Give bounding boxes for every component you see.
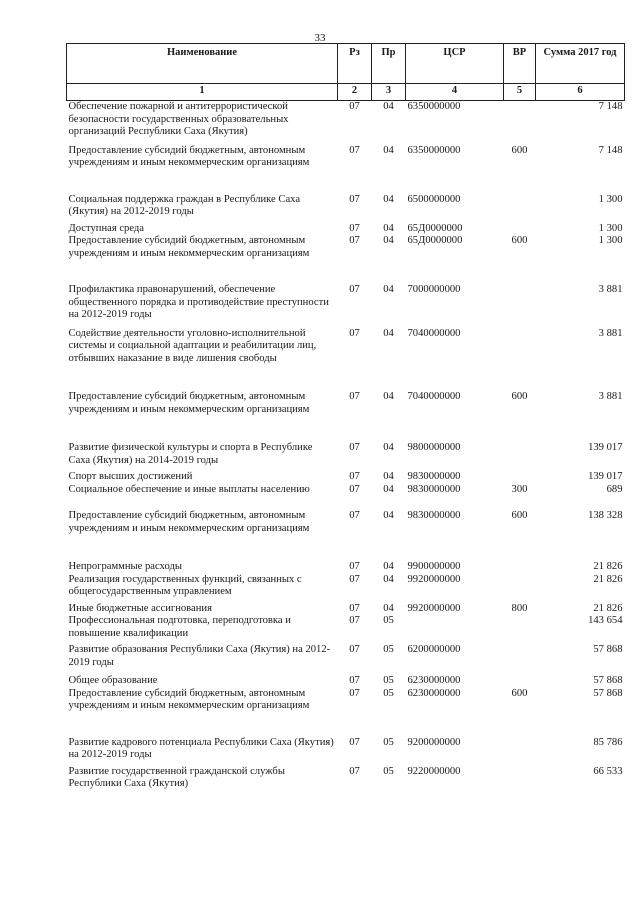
header-rz: Рз <box>338 44 372 84</box>
table-row <box>67 219 625 236</box>
row-name: Предоставление субсидий бюджетным, автономным учреждениям и иным некоммерческим организациям <box>68 391 310 415</box>
row-name: Иные бюджетные ассигнования <box>68 602 212 614</box>
row-sum: 689 <box>606 483 623 495</box>
row-pr: 04 <box>383 442 394 453</box>
row-vr <box>504 101 536 139</box>
row-csr: 9920000000 <box>407 602 461 614</box>
table-row <box>67 535 625 574</box>
row-sum: 7 148 <box>598 101 623 112</box>
row-pr: 04 <box>383 193 394 205</box>
row-name: Социальная поддержка граждан в Республике Саха (Якутия) на 2012-2019 годы <box>68 193 301 217</box>
row-csr: 6200000000 <box>407 644 461 655</box>
row-sum: 21 826 <box>593 561 623 572</box>
table-header-row <box>67 44 625 84</box>
row-rz: 07 <box>349 573 360 585</box>
row-pr: 05 <box>383 644 394 655</box>
row-pr: 04 <box>383 391 394 402</box>
row-name: Развитие государственной гражданской службы Республики Саха (Якутия) <box>68 765 285 789</box>
row-vr: 800 <box>511 602 528 614</box>
row-rz: 07 <box>349 675 360 686</box>
row-vr: 600 <box>511 391 528 402</box>
table-row <box>67 467 625 484</box>
row-csr: 6350000000 <box>407 144 461 156</box>
row-vr: 300 <box>511 483 528 495</box>
row-name: Предоставление субсидий бюджетным, автономным учреждениям и иным некоммерческим организациям <box>68 144 310 168</box>
row-vr <box>504 219 536 236</box>
row-rz: 07 <box>349 222 360 234</box>
row-sum: 57 868 <box>593 687 623 699</box>
row-sum: 57 868 <box>593 675 623 686</box>
row-csr: 7000000000 <box>407 284 461 295</box>
table-row <box>67 762 625 791</box>
row-rz: 07 <box>349 615 360 626</box>
row-rz: 07 <box>349 644 360 655</box>
row-name: Непрограммные расходы <box>68 561 182 572</box>
row-sum: 1 300 <box>598 193 623 205</box>
row-rz: 07 <box>349 235 360 246</box>
row-rz: 07 <box>349 193 360 205</box>
row-sum: 1 300 <box>598 235 623 246</box>
table-row <box>67 669 625 688</box>
header-pr: Пр <box>372 44 406 84</box>
row-csr: 9800000000 <box>407 442 461 453</box>
table-row <box>67 640 625 669</box>
table-row <box>67 322 625 366</box>
row-name: Доступная среда <box>68 222 144 234</box>
row-name: Развитие образования Республики Саха (Якутия) на 2012-2019 годы <box>68 644 331 668</box>
column-number: 3 <box>372 84 406 101</box>
row-vr <box>504 260 536 322</box>
row-rz: 07 <box>349 765 360 777</box>
row-csr: 6230000000 <box>407 675 461 686</box>
row-pr: 04 <box>383 483 394 495</box>
column-number: 6 <box>536 84 625 101</box>
row-csr: 9220000000 <box>407 765 461 777</box>
table-row <box>67 365 625 416</box>
row-name: Спорт высших достижений <box>68 471 193 482</box>
row-vr <box>504 669 536 688</box>
row-rz: 07 <box>349 144 360 156</box>
row-rz: 07 <box>349 602 360 614</box>
row-rz: 07 <box>349 284 360 295</box>
row-name: Профилактика правонарушений, обеспечение общественного порядка и противодействие преступности на 2012-2019 годы <box>68 284 329 320</box>
row-name: Развитие физической культуры и спорта в Республике Саха (Якутия) на 2014-2019 годы <box>68 442 313 466</box>
row-csr: 9920000000 <box>407 573 461 585</box>
row-pr: 05 <box>383 675 394 686</box>
row-sum: 139 017 <box>588 471 623 482</box>
budget-table <box>66 43 625 791</box>
column-number: 2 <box>338 84 372 101</box>
row-name: Реализация государственных функций, связанных с общегосударственным управлением <box>68 573 302 597</box>
row-pr: 04 <box>383 235 394 246</box>
row-sum: 85 786 <box>593 736 623 748</box>
row-vr <box>504 467 536 484</box>
row-sum: 143 654 <box>588 615 623 626</box>
row-csr: 7040000000 <box>407 391 461 402</box>
row-sum: 139 017 <box>588 442 623 453</box>
row-sum: 138 328 <box>588 510 623 521</box>
row-pr: 04 <box>383 561 394 572</box>
row-pr: 05 <box>383 615 394 626</box>
column-number: 5 <box>504 84 536 101</box>
row-rz: 07 <box>349 391 360 402</box>
row-rz: 07 <box>349 471 360 482</box>
row-name: Социальное обеспечение и иные выплаты населению <box>68 483 310 495</box>
row-vr <box>504 762 536 791</box>
row-pr: 04 <box>383 222 394 234</box>
row-vr <box>504 535 536 574</box>
table-row <box>67 599 625 616</box>
row-sum: 66 533 <box>593 765 623 777</box>
row-rz: 07 <box>349 561 360 572</box>
header-name: Наименование <box>67 44 338 84</box>
row-csr: 6500000000 <box>407 193 461 205</box>
row-pr: 04 <box>383 144 394 156</box>
row-name: Содействие деятельности уголовно-исполнительной системы и социальной адаптации и реабилитации лиц, отбывших наказание в виде лишения свободы <box>68 327 317 364</box>
row-csr: 9200000000 <box>407 736 461 748</box>
row-vr <box>504 322 536 366</box>
row-rz: 07 <box>349 483 360 495</box>
row-pr: 05 <box>383 765 394 777</box>
table-row <box>67 615 625 640</box>
table-row <box>67 574 625 599</box>
header-vr: ВР <box>504 44 536 84</box>
row-vr <box>504 416 536 467</box>
row-vr <box>504 170 536 219</box>
row-sum: 57 868 <box>593 644 623 655</box>
table-row <box>67 484 625 497</box>
row-name: Профессиональная подготовка, переподготовка и повышение квалификации <box>68 615 291 639</box>
row-rz: 07 <box>349 327 360 339</box>
table-row <box>67 713 625 762</box>
table-row <box>67 416 625 467</box>
row-vr <box>504 640 536 669</box>
row-name: Предоставление субсидий бюджетным, автономным учреждениям и иным некоммерческим организациям <box>68 510 310 534</box>
row-csr: 7040000000 <box>407 327 461 339</box>
row-csr: 9830000000 <box>407 471 461 482</box>
column-number-row <box>67 84 625 101</box>
row-csr: 9830000000 <box>407 483 461 495</box>
row-pr: 04 <box>383 471 394 482</box>
row-vr <box>504 574 536 599</box>
row-rz: 07 <box>349 510 360 521</box>
row-csr <box>406 615 504 640</box>
row-csr: 6230000000 <box>407 687 461 699</box>
page-number: 33 <box>314 32 326 44</box>
row-csr: 6350000000 <box>407 101 461 112</box>
row-vr <box>504 713 536 762</box>
row-pr: 04 <box>383 284 394 295</box>
row-rz: 07 <box>349 687 360 699</box>
row-sum: 3 881 <box>598 327 623 339</box>
row-pr: 04 <box>383 327 394 339</box>
row-name: Обеспечение пожарной и антитеррористической безопасности государственных образовательных организаций Республики Саха (Якутия) <box>68 101 289 137</box>
row-csr: 65Д0000000 <box>407 222 463 234</box>
row-pr: 05 <box>383 687 394 699</box>
table-row <box>67 496 625 535</box>
row-pr: 04 <box>383 101 394 112</box>
row-name: Предоставление субсидий бюджетным, автономным учреждениям и иным некоммерческим организациям <box>68 687 310 711</box>
row-sum: 21 826 <box>593 573 623 585</box>
row-name: Развитие кадрового потенциала Республики Саха (Якутия) на 2012-2019 годы <box>68 736 334 760</box>
table-row <box>67 139 625 170</box>
row-pr: 04 <box>383 573 394 585</box>
table-row <box>67 688 625 713</box>
row-pr: 05 <box>383 736 394 748</box>
row-vr: 600 <box>511 235 528 246</box>
row-vr: 600 <box>511 144 528 156</box>
table-row <box>67 101 625 139</box>
row-csr: 65Д0000000 <box>407 235 463 246</box>
row-sum: 3 881 <box>598 284 623 295</box>
table-row <box>67 170 625 219</box>
row-name: Предоставление субсидий бюджетным, автономным учреждениям и иным некоммерческим организациям <box>68 235 310 259</box>
row-rz: 07 <box>349 442 360 453</box>
row-sum: 21 826 <box>593 602 623 614</box>
row-name: Общее образование <box>68 675 158 686</box>
column-number: 1 <box>67 84 338 101</box>
row-rz: 07 <box>349 101 360 112</box>
row-vr <box>504 615 536 640</box>
row-sum: 1 300 <box>598 222 623 234</box>
row-csr: 9830000000 <box>407 510 461 521</box>
table-row <box>67 260 625 322</box>
row-rz: 07 <box>349 736 360 748</box>
row-vr: 600 <box>511 687 528 699</box>
row-sum: 3 881 <box>598 391 623 402</box>
table-body <box>67 101 625 791</box>
row-pr: 04 <box>383 510 394 521</box>
table-row <box>67 235 625 260</box>
row-sum: 7 148 <box>598 144 623 156</box>
row-csr: 9900000000 <box>407 561 461 572</box>
header-sum: Сумма 2017 год <box>536 44 625 84</box>
row-pr: 04 <box>383 602 394 614</box>
column-number: 4 <box>406 84 504 101</box>
row-vr: 600 <box>511 510 528 521</box>
header-csr: ЦСР <box>406 44 504 84</box>
